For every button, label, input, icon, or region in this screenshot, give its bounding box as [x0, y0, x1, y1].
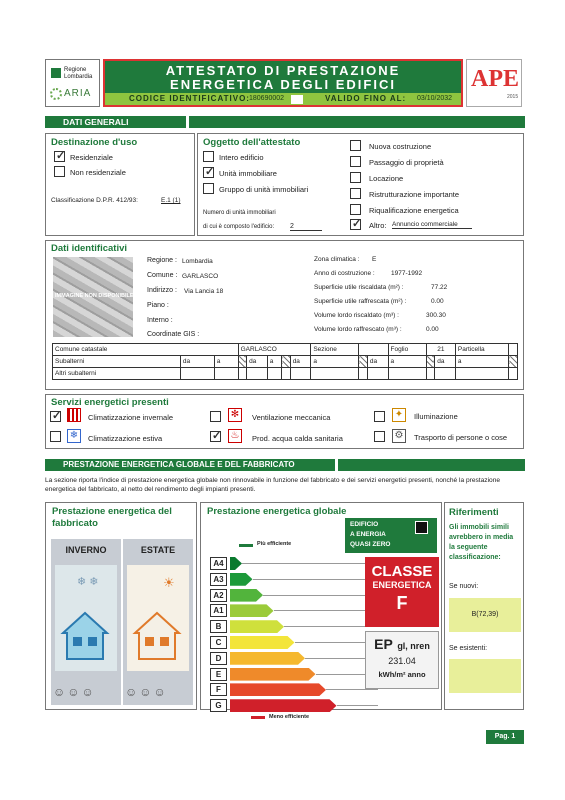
foglio-value: 21: [426, 344, 455, 356]
inverno-label: INVERNO: [65, 545, 107, 555]
unita-immobiliare-label: Unità immobiliare: [219, 169, 277, 178]
vol-risc-label: Volume lordo riscaldato (m³) :: [314, 312, 399, 319]
riferimenti-box: [444, 502, 524, 710]
prestazione-title: PRESTAZIONE ENERGETICA GLOBALE E DEL FABBRICATO: [63, 460, 295, 469]
oggetto-box: [197, 133, 524, 236]
energy-class-guide-a3: [253, 579, 379, 580]
oggetto-title: Oggetto dell'attestato: [203, 137, 301, 148]
sub-a-5: a: [455, 356, 509, 368]
se-nuovi-value-box: [449, 598, 521, 632]
estate-label: ESTATE: [140, 545, 176, 555]
sub-hatch-1: [238, 356, 246, 368]
energy-class-guide-a4: [242, 563, 378, 564]
numero-unita-label-2: di cui è composto l'edificio:: [203, 224, 275, 230]
gruppo-unita-label: Gruppo di unità immobiliari: [219, 185, 309, 194]
aria-logo: ARIA: [64, 88, 92, 99]
zona-value: E: [372, 256, 377, 263]
valid-value: 03/10/2032: [417, 95, 453, 102]
ep-unit: kWh/m² anno: [378, 670, 426, 679]
non-residenziale-label: Non residenziale: [70, 168, 126, 177]
radiator-icon: [67, 408, 81, 422]
comune-label: Comune :: [147, 272, 178, 279]
valid-label: VALIDO FINO AL:: [325, 94, 407, 103]
regione-label: Regione :: [147, 257, 177, 264]
nuova-costruzione-label: Nuova costruzione: [369, 142, 432, 151]
trasporto-checkbox[interactable]: [374, 431, 385, 442]
sun-icon: ☀: [163, 575, 175, 590]
altro-label: Altro:: [369, 221, 387, 230]
sub-hatch-3: [359, 356, 367, 368]
meno-efficiente-arrow: [251, 716, 265, 719]
acqua-calda-checkbox[interactable]: [210, 431, 221, 442]
locazione-label: Locazione: [369, 174, 404, 183]
sub-da-3: da: [290, 356, 311, 368]
sezione-value: [359, 344, 388, 356]
piu-efficiente-label: Più efficiente: [257, 541, 292, 547]
energy-class-guide-a2: [263, 595, 378, 596]
energy-class-bar-e: [230, 668, 316, 681]
energy-class-bar-a3: [230, 573, 253, 586]
sub-da-4: da: [367, 356, 388, 368]
coordinate-label: Coordinate GIS :: [147, 331, 200, 338]
sup-raff-value: 0.00: [431, 298, 444, 305]
zona-label: Zona climatica :: [314, 256, 360, 263]
title-line2: ENERGETICA DEGLI EDIFICI: [170, 77, 396, 92]
sub-a-3: a: [311, 356, 359, 368]
altri-subalterni-label: Altri subalterni: [53, 368, 181, 380]
ventilazione-checkbox[interactable]: [210, 411, 221, 422]
energy-class-label-a3: A3: [210, 573, 227, 586]
region-logo-line1: Regione: [64, 67, 87, 73]
altro-checkbox[interactable]: [350, 219, 361, 230]
classificazione-value: E.1 (1): [161, 197, 181, 204]
sup-risc-label: Superficie utile riscaldata (m²) :: [314, 284, 404, 291]
region-logo-icon: [51, 68, 61, 78]
anno-label: Anno di costruzione :: [314, 270, 375, 277]
foglio-label: Foglio: [388, 344, 426, 356]
classe-label: CLASSE: [371, 563, 433, 580]
page-number: Pag. 1: [486, 730, 524, 744]
energy-class-bar-b: [230, 620, 284, 633]
dati-identificativi-title: Dati identificativi: [51, 243, 128, 254]
riqualificazione-label: Riqualificazione energetica: [369, 206, 459, 215]
energy-class-label-b: B: [210, 620, 227, 633]
code-redaction: [291, 95, 303, 104]
se-esistenti-label: Se esistenti:: [449, 645, 488, 652]
interno-label: Interno :: [147, 317, 173, 324]
riferimenti-text-2: avrebbero in media: [449, 534, 514, 541]
dati-generali-header: [45, 116, 525, 128]
non-residenziale-checkbox[interactable]: [54, 166, 65, 177]
energy-class-bar-a2: [230, 589, 263, 602]
vol-raff-label: Volume lordo raffrescato (m³) :: [314, 326, 402, 333]
region-logo-box: [45, 59, 100, 107]
globale-title: Prestazione energetica globale: [207, 506, 347, 517]
se-nuovi-value: B(72,39): [471, 611, 499, 618]
energy-class-label-f: F: [210, 683, 227, 696]
sub-da-1: da: [180, 356, 214, 368]
intero-edificio-label: Intero edificio: [219, 153, 264, 162]
destinazione-title: Destinazione d'uso: [51, 137, 138, 148]
classe-value: F: [396, 593, 408, 613]
altro-value: Annuncio commerciale: [392, 221, 472, 229]
ape-logo-box: [466, 59, 522, 107]
comune-catastale-value: GARLASCO: [238, 344, 311, 356]
energy-class-label-a4: A4: [210, 557, 227, 570]
faucet-icon: ♨: [228, 429, 242, 443]
classe-box: [365, 557, 439, 627]
ep-value: 231.04: [388, 656, 416, 666]
passaggio-proprieta-checkbox[interactable]: [350, 156, 361, 167]
header-title-bar: [103, 59, 463, 107]
se-esistenti-value-box: [449, 659, 521, 693]
passaggio-proprieta-label: Passaggio di proprietà: [369, 158, 444, 167]
se-nuovi-label: Se nuovi:: [449, 583, 479, 590]
meno-efficiente-label: Meno efficiente: [269, 714, 310, 720]
catasto-row-altri: [53, 368, 518, 380]
sup-raff-label: Superficie utile raffrescata (m²) :: [314, 298, 407, 305]
prestazione-header: [45, 459, 525, 471]
vol-risc-value: 300.30: [426, 312, 446, 319]
energy-class-bar-g: [230, 699, 337, 712]
clima-invernale-checkbox[interactable]: [50, 411, 61, 422]
illuminazione-label: Illuminazione: [414, 412, 458, 421]
sub-da-2: da: [247, 356, 268, 368]
ape-logo: APE: [471, 66, 519, 92]
fan-icon: ✻: [228, 408, 242, 422]
lightbulb-icon: ✦: [392, 408, 406, 422]
energy-class-label-c: C: [210, 636, 227, 649]
servizi-title: Servizi energetici presenti: [51, 397, 169, 408]
summer-house-icon: [131, 607, 183, 663]
trasporto-label: Trasporto di persone o cose: [414, 433, 508, 442]
aria-logo-icon: [50, 88, 62, 100]
numero-unita-value: 2: [290, 223, 322, 231]
sub-hatch-2: [282, 356, 290, 368]
ep-sub: gl, nren: [397, 641, 430, 651]
riferimenti-text-3: la seguente: [449, 544, 488, 551]
estate-smileys: ☺☺☺: [125, 685, 168, 699]
nuova-costruzione-checkbox[interactable]: [350, 140, 361, 151]
prestazione-intro: La sezione riporta l'indice di prestazione energetica globale non rinnovabile in funzione del fabbricato e dei servizi energetici presenti, nonché la prestazione energetica del fabbricato, al netto del rendimento degli impianti presenti.: [45, 477, 501, 493]
riqualificazione-checkbox[interactable]: [350, 204, 361, 215]
code-value: 180690002: [249, 95, 285, 102]
illuminazione-checkbox[interactable]: [374, 411, 385, 422]
globale-box: [200, 502, 442, 720]
estate-panel: [123, 539, 193, 705]
ep-box: [365, 631, 439, 689]
energy-class-bar-c: [230, 636, 295, 649]
residenziale-label: Residenziale: [70, 153, 113, 162]
comune-catastale-label: Comune catastale: [53, 344, 239, 356]
clima-estiva-checkbox[interactable]: [50, 431, 61, 442]
sub-a-1: a: [214, 356, 238, 368]
energy-class-guide-f: [326, 689, 378, 690]
energy-class-label-d: D: [210, 652, 227, 665]
sub-hatch-5: [509, 356, 518, 368]
acqua-calda-label: Prod. acqua calda sanitaria: [252, 434, 343, 443]
residenziale-checkbox[interactable]: [54, 151, 65, 162]
nzeb-line3: QUASI ZERO: [350, 541, 391, 548]
fabbricato-title-1: Prestazione energetica del: [52, 506, 172, 517]
inverno-panel: [51, 539, 121, 705]
servizi-box: [45, 394, 524, 449]
energy-class-bar-f: [230, 683, 326, 696]
ventilazione-label: Ventilazione meccanica: [252, 413, 331, 422]
region-logo-line2: Lombardia: [64, 74, 93, 80]
catasto-table: [52, 343, 518, 380]
indirizzo-value: Via Lancia 18: [184, 288, 224, 295]
intero-edificio-checkbox[interactable]: [203, 151, 214, 162]
unita-immobiliare-checkbox[interactable]: [203, 167, 214, 178]
indirizzo-label: Indirizzo :: [147, 287, 177, 294]
nzeb-line1: EDIFICIO: [350, 521, 379, 528]
numero-unita-label-1: Numero di unità immobiliari: [203, 210, 276, 216]
ristrutturazione-checkbox[interactable]: [350, 188, 361, 199]
vol-raff-value: 0.00: [426, 326, 439, 333]
sup-risc-value: 77.22: [431, 284, 448, 291]
ep-label: EP: [374, 636, 393, 652]
piano-label: Piano :: [147, 302, 169, 309]
energy-class-bar-d: [230, 652, 305, 665]
sub-hatch-4: [426, 356, 434, 368]
classificazione-label: Classificazione D.P.R. 412/93:: [51, 197, 138, 204]
energy-class-label-a1: A1: [210, 604, 227, 617]
subalterni-label: Subalterni: [53, 356, 181, 368]
fabbricato-title-2: fabbricato: [52, 518, 98, 529]
catasto-row-subalterni: [53, 356, 518, 368]
clima-estiva-label: Climatizzazione estiva: [88, 434, 163, 443]
energy-class-guide-a1: [274, 610, 379, 611]
energetica-label: ENERGETICA: [372, 580, 432, 590]
riferimenti-text-4: classificazione:: [449, 554, 501, 561]
particella-label: Particella: [455, 344, 509, 356]
riferimenti-title: Riferimenti: [449, 507, 499, 518]
piu-efficiente-arrow: [239, 544, 253, 547]
energy-class-bar-a1: [230, 604, 274, 617]
sub-da-5: da: [435, 356, 456, 368]
clima-invernale-label: Climatizzazione invernale: [88, 413, 174, 422]
sub-a-2: a: [267, 356, 282, 368]
gruppo-unita-checkbox[interactable]: [203, 183, 214, 194]
building-image-placeholder: [53, 257, 133, 337]
ape-year: 2015: [507, 94, 519, 100]
sezione-label: Sezione: [311, 344, 359, 356]
locazione-checkbox[interactable]: [350, 172, 361, 183]
catasto-row-comune: [53, 344, 518, 356]
comune-value: GARLASCO: [182, 273, 219, 280]
inverno-smileys: ☺☺☺: [53, 685, 96, 699]
energy-class-label-a2: A2: [210, 589, 227, 602]
energy-class-label-e: E: [210, 668, 227, 681]
image-placeholder-text: IMMAGINE NON DISPONIBILE: [55, 293, 134, 299]
fabbricato-box: [45, 502, 197, 710]
dati-generali-title: DATI GENERALI: [63, 117, 129, 127]
sub-a-4: a: [388, 356, 426, 368]
particella-value: [509, 344, 518, 356]
ristrutturazione-label: Ristrutturazione importante: [369, 190, 460, 199]
energy-class-label-g: G: [210, 699, 227, 712]
code-label: CODICE IDENTIFICATIVO:: [129, 94, 250, 103]
winter-house-icon: [59, 607, 111, 663]
nzeb-box: [345, 518, 437, 553]
snowflakes-icon: ❄ ❄: [77, 576, 99, 588]
title-line1: ATTESTATO DI PRESTAZIONE: [165, 63, 401, 78]
nzeb-line2: A ENERGIA: [350, 531, 386, 538]
gear-icon: ⚙: [392, 429, 406, 443]
nzeb-checkbox[interactable]: [415, 521, 428, 534]
anno-value: 1977-1992: [391, 270, 423, 277]
regione-value: Lombardia: [182, 258, 213, 265]
energy-class-guide-b: [284, 626, 378, 627]
riferimenti-text-1: Gli immobili simili: [449, 524, 509, 531]
snowflake-icon: ❄: [67, 429, 81, 443]
destinazione-box: [45, 133, 195, 236]
energy-class-guide-g: [337, 705, 379, 706]
energy-class-bar-a4: [230, 557, 242, 570]
